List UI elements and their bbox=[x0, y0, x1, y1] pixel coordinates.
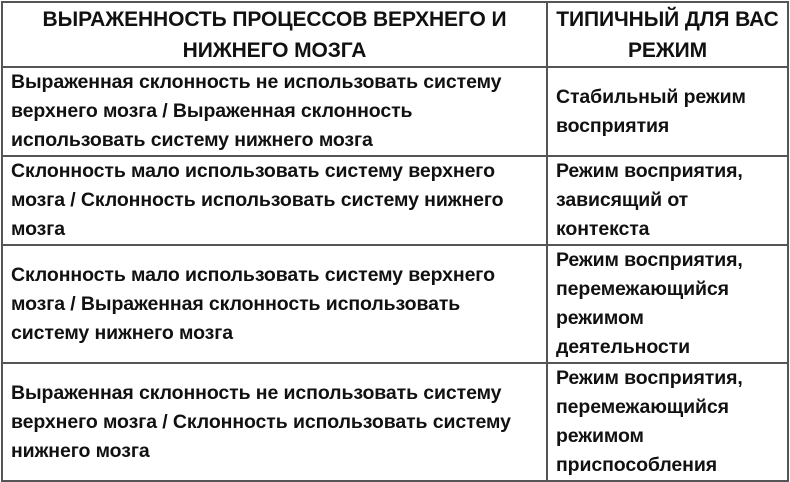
expression-cell: Склонность мало использовать систему верхнего мозга / Склонность использовать систему нижнего мозга bbox=[2, 156, 547, 245]
mode-cell: Стабильный режим восприятия bbox=[547, 67, 788, 156]
mode-cell: Режим восприятия, зависящий от контекста bbox=[547, 156, 788, 245]
mode-cell: Режим восприятия, перемежающийся режимом деятельности bbox=[547, 245, 788, 363]
header-mode: ТИПИЧНЫЙ ДЛЯ ВАС РЕЖИМ bbox=[547, 2, 788, 67]
expression-cell: Выраженная склонность не использовать систему верхнего мозга / Выраженная склонность использовать систему нижнего мозга bbox=[2, 67, 547, 156]
mode-cell: Режим восприятия, перемежающийся режимом приспособления bbox=[547, 363, 788, 481]
table-row bbox=[2, 363, 788, 481]
header-expression: ВЫРАЖЕННОСТЬ ПРОЦЕССОВ ВЕРХНЕГО И НИЖНЕГО МОЗГА bbox=[2, 2, 547, 67]
brain-modes-table bbox=[1, 1, 789, 482]
expression-cell: Склонность мало использовать систему верхнего мозга / Выраженная склонность использовать систему нижнего мозга bbox=[2, 245, 547, 363]
table-header-row bbox=[2, 2, 788, 67]
expression-cell: Выраженная склонность не использовать систему верхнего мозга / Склонность использовать систему нижнего мозга bbox=[2, 363, 547, 481]
table-row bbox=[2, 67, 788, 156]
table-row bbox=[2, 156, 788, 245]
table-row bbox=[2, 245, 788, 363]
